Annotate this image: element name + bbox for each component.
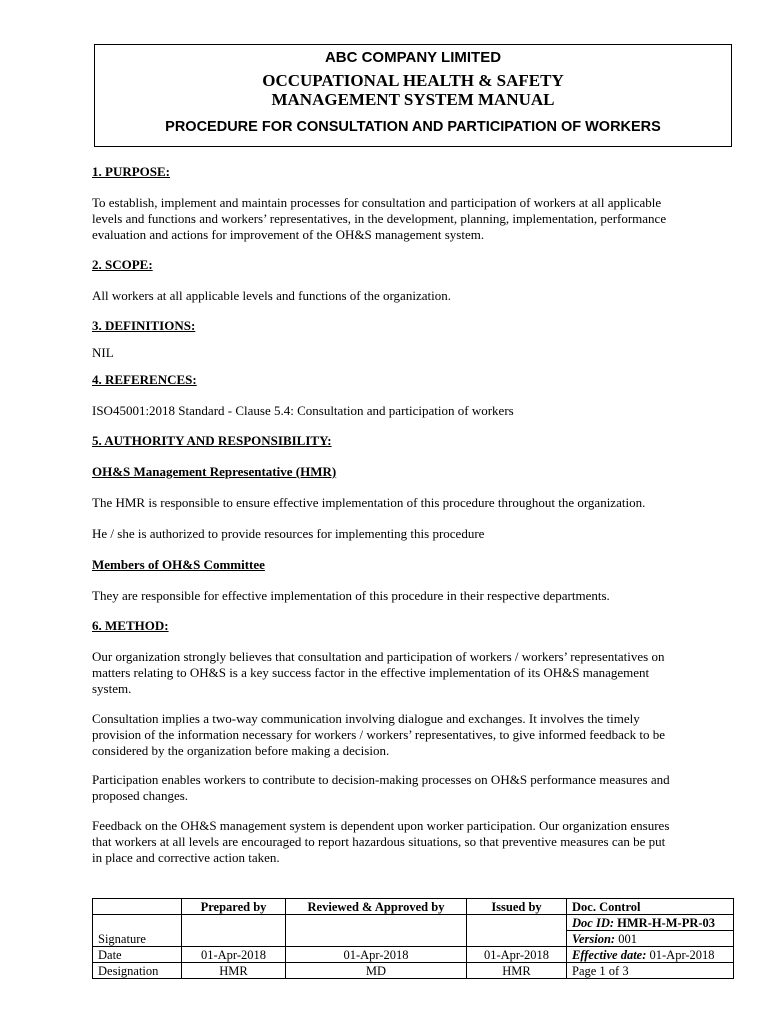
procedure-title: PROCEDURE FOR CONSULTATION AND PARTICIPATION OF WORKERS <box>165 119 661 135</box>
table-cell: 01-Apr-2018 <box>467 947 567 963</box>
table-header-row <box>93 899 734 915</box>
method-heading: 6. METHOD: <box>92 618 169 633</box>
method-p3-line: Participation enables workers to contribute to decision-making processes on OH&S performance measures and <box>92 772 670 787</box>
references-heading: 4. REFERENCES: <box>92 372 197 387</box>
signature-label: Signature <box>93 915 182 947</box>
method-p2-line: Consultation implies a two-way communication involving dialogue and exchanges. It involves the timely <box>92 711 640 726</box>
table-header-cell: Prepared by <box>182 899 286 915</box>
document-control-table <box>92 898 734 979</box>
document-header <box>94 44 732 147</box>
scope-heading: 2. SCOPE: <box>92 257 153 272</box>
table-cell: HMR <box>182 963 286 979</box>
table-header-cell: Issued by <box>467 899 567 915</box>
signature-cell <box>286 915 467 947</box>
method-p1-line: system. <box>92 681 132 696</box>
scope-text: All workers at all applicable levels and functions of the organization. <box>92 288 451 303</box>
version-cell <box>567 931 734 947</box>
method-p4-line: in place and corrective action taken. <box>92 850 280 865</box>
table-cell: Designation <box>93 963 182 979</box>
company-name: ABC COMPANY LIMITED <box>324 49 502 66</box>
hmr-text: The HMR is responsible to ensure effective implementation of this procedure throughout the organization. <box>92 495 646 510</box>
table-header-cell: Reviewed & Approved by <box>286 899 467 915</box>
authority-heading: 5. AUTHORITY AND RESPONSIBILITY: <box>92 433 332 448</box>
table-header-cell: Doc. Control <box>567 899 734 915</box>
table-cell: HMR <box>467 963 567 979</box>
purpose-heading: 1. PURPOSE: <box>92 164 170 179</box>
method-p4-line: that workers at all levels are encouraged to report hazardous situations, so that preventive measures can be put <box>92 834 666 849</box>
page-number: Page 1 of 3 <box>567 963 734 979</box>
version-value: 001 <box>618 932 637 946</box>
hmr-heading: OH&S Management Representative (HMR) <box>92 464 337 479</box>
purpose-line: To establish, implement and maintain processes for consultation and participation of workers at all applicable <box>92 195 662 210</box>
version-label: Version: <box>572 932 616 946</box>
doc-id-label: Doc ID: <box>572 916 615 930</box>
method-p4-line: Feedback on the OH&S management system is dependent upon worker participation. Our organization ensures <box>92 818 670 833</box>
method-p2-line: provision of the information necessary for workers / workers’ representatives, to give informed feedback to be <box>92 727 666 742</box>
table-cell <box>93 899 182 915</box>
effective-cell <box>567 947 734 963</box>
committee-text: They are responsible for effective implementation of this procedure in their respective departments. <box>92 588 610 603</box>
references-text: ISO45001:2018 Standard - Clause 5.4: Consultation and participation of workers <box>92 403 514 418</box>
effective-value: 01-Apr-2018 <box>649 948 715 962</box>
table-row <box>93 963 734 979</box>
table-row <box>93 915 734 931</box>
manual-title <box>95 71 731 109</box>
definitions-text: NIL <box>92 345 114 360</box>
doc-id-value: HMR-H-M-PR-03 <box>617 916 716 930</box>
signature-cell <box>467 915 567 947</box>
table-cell: 01-Apr-2018 <box>286 947 467 963</box>
hmr-text: He / she is authorized to provide resources for implementing this procedure <box>92 526 485 541</box>
manual-title-line1: OCCUPATIONAL HEALTH & SAFETY <box>262 71 564 90</box>
purpose-line: levels and functions and workers’ representatives, in the development, planning, implementation, performance <box>92 211 667 226</box>
doc-id-cell <box>567 915 734 931</box>
method-p1-line: matters relating to OH&S is a key success factor in the effective implementation of its OH&S management <box>92 665 650 680</box>
method-p2-line: considered by the organization before making a decision. <box>92 743 390 758</box>
table-cell: MD <box>286 963 467 979</box>
table-cell: 01-Apr-2018 <box>182 947 286 963</box>
method-p1-line: Our organization strongly believes that consultation and participation of workers / workers’ representatives on <box>92 649 665 664</box>
effective-label: Effective date: <box>572 948 647 962</box>
table-cell: Date <box>93 947 182 963</box>
purpose-line: evaluation and actions for improvement of the OH&S management system. <box>92 227 485 242</box>
signature-cell <box>182 915 286 947</box>
manual-title-line2: MANAGEMENT SYSTEM MANUAL <box>271 90 555 109</box>
method-p3-line: proposed changes. <box>92 788 189 803</box>
committee-heading: Members of OH&S Committee <box>92 557 265 572</box>
table-row <box>93 947 734 963</box>
definitions-heading: 3. DEFINITIONS: <box>92 318 196 333</box>
